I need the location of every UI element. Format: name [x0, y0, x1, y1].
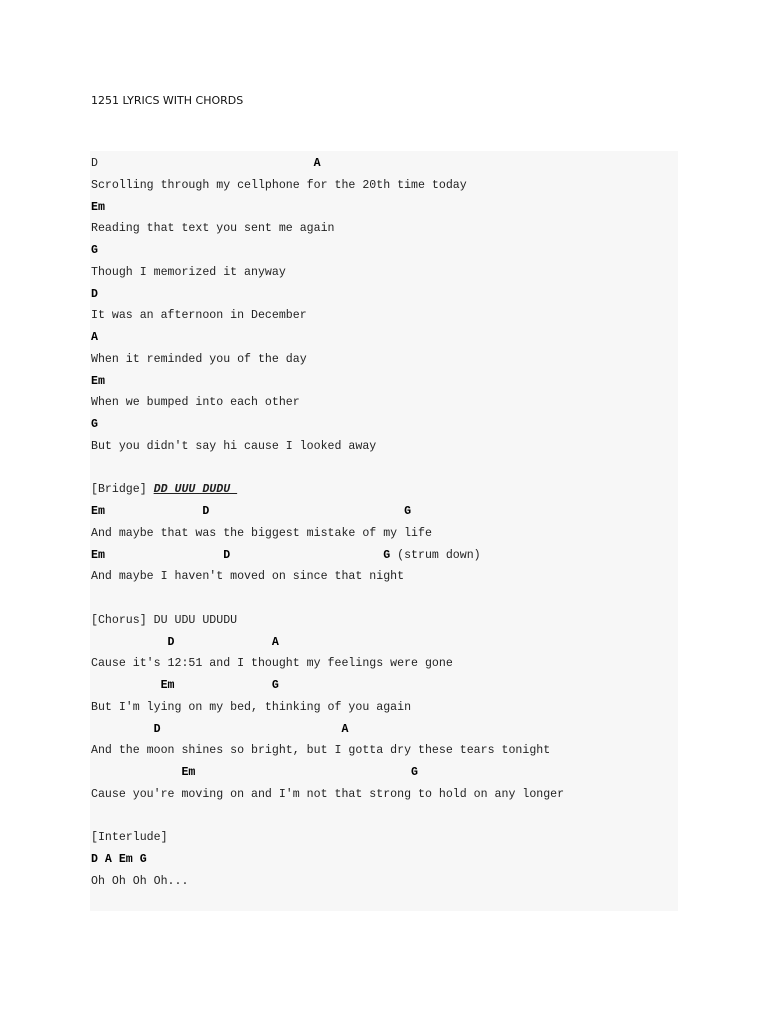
chord-line: D A [91, 636, 279, 649]
lyric-line: And the moon shines so bright, but I gotta dry these tears tonight [91, 744, 551, 757]
strum-note: (strum down) [390, 549, 481, 562]
lyric-line: Though I memorized it anyway [91, 266, 286, 279]
chord-line: Em G [91, 679, 279, 692]
lyric-line: And maybe that was the biggest mistake of my life [91, 527, 432, 540]
chord-line: A [91, 331, 98, 344]
lyric-line: Oh Oh Oh Oh... [91, 875, 189, 888]
section-label-interlude: [Interlude] [91, 831, 168, 844]
chord-line: D A [91, 723, 349, 736]
lyric-line: When it reminded you of the day [91, 353, 307, 366]
chord-line: D [91, 288, 98, 301]
chord-text: Em D G [91, 549, 391, 562]
chord-A: A [313, 157, 321, 170]
chord-line: Em D G [91, 505, 412, 518]
chord-line [91, 154, 321, 174]
document-title: 1251 LYRICS WITH CHORDS [91, 94, 244, 107]
lyric-line: But I'm lying on my bed, thinking of you again [91, 701, 412, 714]
lyric-line: Cause it's 12:51 and I thought my feelings were gone [91, 657, 453, 670]
chord-text: D [91, 157, 314, 170]
section-label-chorus: [Chorus] DU UDU UDUDU [91, 614, 238, 627]
lyric-line: When we bumped into each other [91, 396, 300, 409]
chord-line [91, 546, 481, 566]
lyric-line: Reading that text you sent me again [91, 222, 335, 235]
section-label-bridge [91, 480, 237, 500]
lyrics-sheet [90, 151, 678, 911]
strum-pattern: DD UUU DUDU [153, 483, 238, 496]
lyric-line: But you didn't say hi cause I looked away [91, 440, 377, 453]
lyric-line: Cause you're moving on and I'm not that strong to hold on any longer [91, 788, 565, 801]
chord-line: Em [91, 375, 105, 388]
chord-line: D A Em G [91, 853, 147, 866]
chord-line: G [91, 418, 98, 431]
chord-line: G [91, 244, 98, 257]
lyric-line: Scrolling through my cellphone for the 20th time today [91, 179, 467, 192]
section-text: [Bridge] [91, 483, 154, 496]
chord-line: Em G [91, 766, 418, 779]
lyric-line: And maybe I haven't moved on since that night [91, 570, 405, 583]
chord-line: Em [91, 201, 105, 214]
lyric-line: It was an afternoon in December [91, 309, 307, 322]
